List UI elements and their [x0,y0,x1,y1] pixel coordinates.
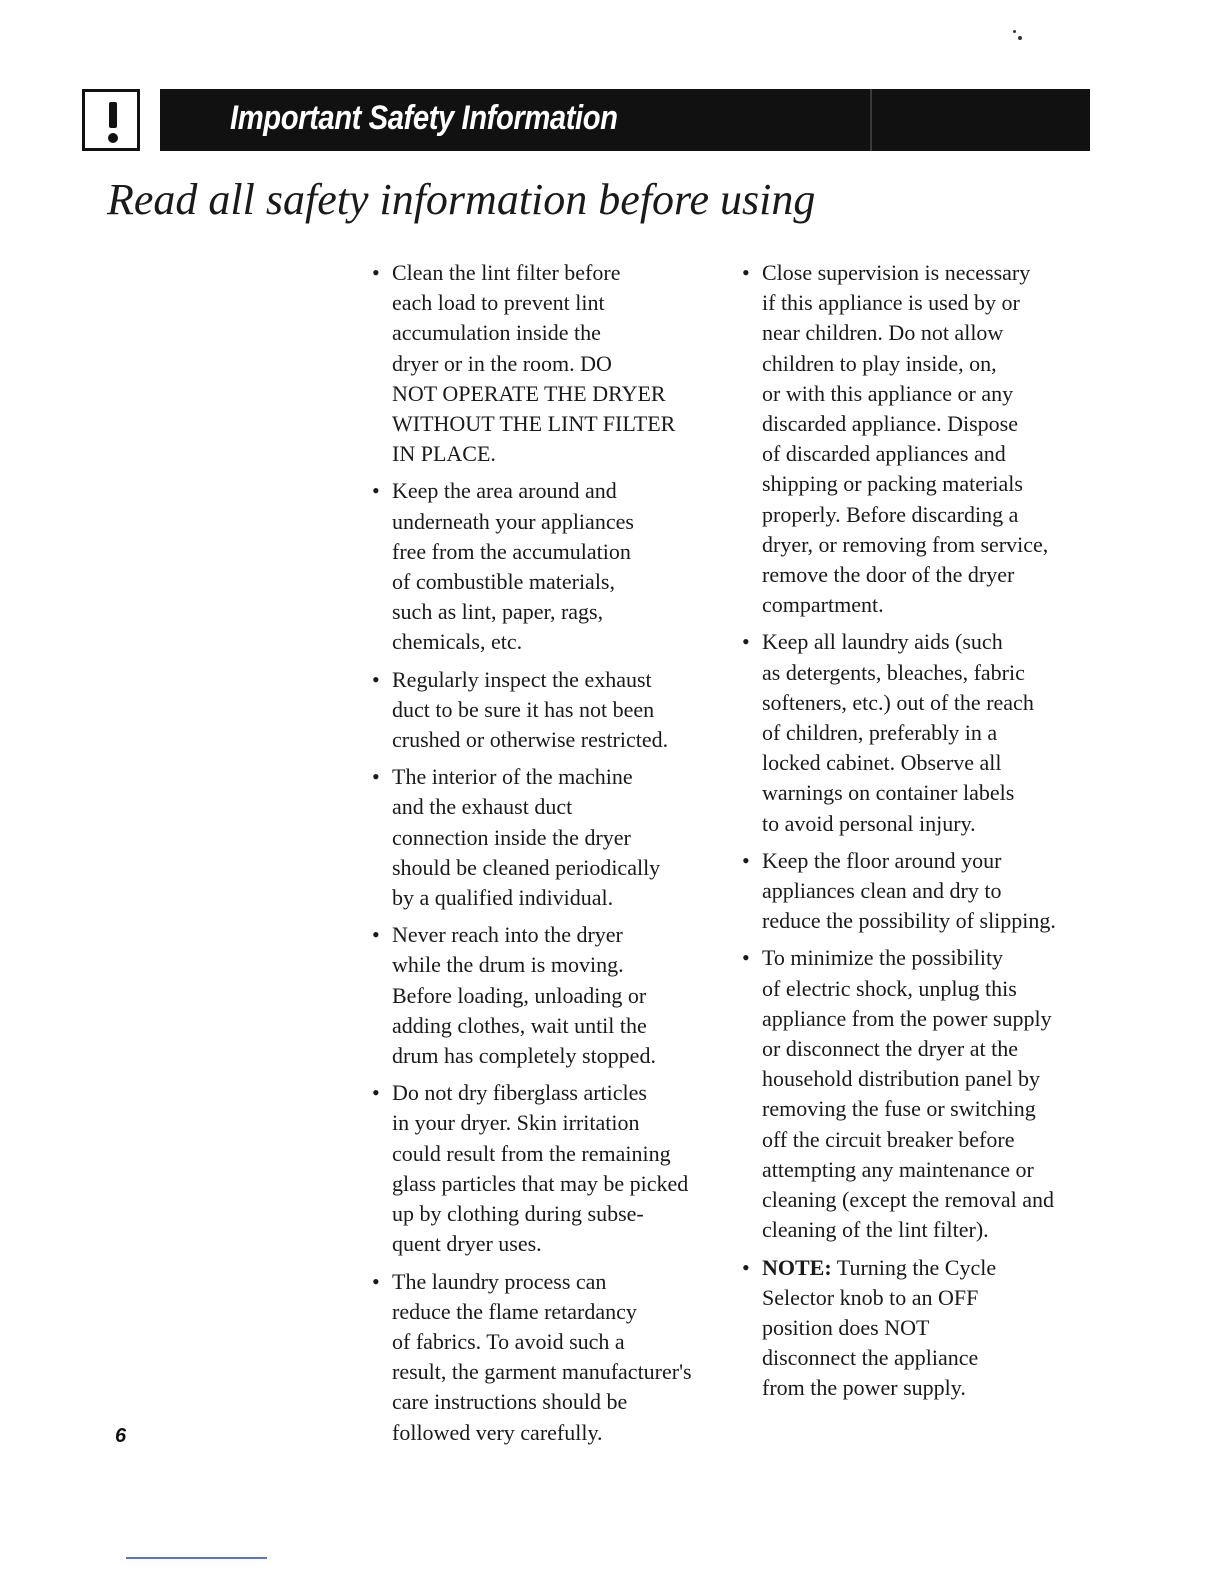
safety-item-line: accumulation inside the [392,320,601,346]
safety-item-line: removing the fuse or switching [762,1096,1036,1122]
safety-item-line: reduce the possibility of slipping. [762,908,1056,934]
safety-item-line: by a qualified individual. [392,885,614,911]
exclamation-bar [109,102,117,128]
bullet: • [742,1254,750,1280]
safety-item-line: of fabrics. To avoid such a [392,1328,625,1354]
bullet: • [742,260,750,285]
safety-item-line: near children. Do not allow [762,320,1004,346]
safety-item-line: each load to prevent lint [392,290,605,316]
safety-item-line: dryer or in the room. DO [392,350,612,376]
safety-item-line: The interior of the machine [392,764,633,790]
bullet: • [372,764,380,790]
safety-item-line: adding clothes, wait until the [392,1012,647,1038]
safety-item-line: shipping or packing materials [762,471,1023,497]
safety-item-line: connection inside the dryer [392,824,631,850]
safety-item-line: Close supervision is necessary [762,260,1031,285]
safety-item-line: and the exhaust duct [392,794,573,820]
safety-item [742,846,1096,937]
bullet: • [372,922,380,948]
safety-item-line: dryer, or removing from service, [762,531,1049,557]
safety-item-line: discarded appliance. Dispose [762,411,1018,437]
safety-item-line: while the drum is moving. [392,952,624,978]
page-subtitle: Read all safety information before using [107,175,816,224]
section-header [160,89,1090,151]
safety-item-line: Do not dry fiberglass articles [392,1080,647,1106]
safety-item-line: properly. Before discarding a [762,501,1019,527]
safety-item-line: should be cleaned periodically [392,854,661,880]
safety-item-line: as detergents, bleaches, fabric [762,659,1025,685]
safety-item-line: or with this appliance or any [762,380,1014,406]
safety-item-line: of combustible materials, [392,569,615,595]
safety-item-line: underneath your appliances [392,508,634,534]
safety-item [372,1078,722,1259]
page-number: 6 [115,1425,127,1447]
safety-item-line: To minimize the possibility [762,945,1004,971]
safety-item-line: Keep all laundry aids (such [762,629,1003,655]
safety-item [372,258,722,469]
safety-item-line: locked cabinet. Observe all [762,750,1002,776]
note-first-text: Turning the Cycle [831,1254,997,1280]
bullet: • [742,629,750,655]
safety-item-line: followed very carefully. [392,1419,603,1445]
safety-item [372,920,722,1071]
header-divider [870,89,872,151]
safety-item-line: The laundry process can [392,1268,607,1294]
safety-item-line: care instructions should be [392,1389,628,1415]
safety-item-line: Before loading, unloading or [392,982,647,1008]
safety-item-line: appliances clean and dry to [762,878,1002,904]
safety-item [742,943,1096,1245]
safety-item-line: off the circuit breaker before [762,1126,1015,1152]
safety-item-line: WITHOUT THE LINT FILTER [392,411,676,437]
safety-item-line: drum has completely stopped. [392,1043,656,1069]
safety-item-line: duct to be sure it has not been [392,696,655,722]
safety-item-line: in your dryer. Skin irritation [392,1110,640,1136]
bullet: • [372,1080,380,1106]
safety-item-line: glass particles that may be picked [392,1170,689,1196]
safety-item-line: result, the garment manufacturer's [392,1359,692,1385]
safety-item-line: NOT OPERATE THE DRYER [392,380,666,406]
safety-item-line: Keep the floor around your [762,847,1002,873]
safety-item-line: Keep the area around and [392,478,617,504]
safety-item [372,476,722,657]
scan-mark [126,1557,267,1559]
note-line: Selector knob to an OFF [762,1284,979,1310]
safety-item-line: appliance from the power supply [762,1005,1052,1031]
exclamation-dot [108,133,118,143]
note-label: NOTE: [762,1254,832,1280]
safety-item-line: could result from the remaining [392,1140,671,1166]
safety-item [742,627,1096,838]
safety-item-line: IN PLACE. [392,441,496,467]
safety-item-line: free from the accumulation [392,538,631,564]
safety-item-line: such as lint, paper, rags, [392,599,604,625]
note-first-line [762,1253,1096,1283]
safety-item [372,1267,722,1448]
safety-item [372,665,722,756]
safety-item-line: of discarded appliances and [762,441,1006,467]
bullet: • [372,666,380,692]
note-line: from the power supply. [762,1375,966,1401]
safety-item-line: Never reach into the dryer [392,922,623,948]
safety-item-line: remove the door of the dryer [762,562,1015,588]
note-line: position does NOT [762,1314,930,1340]
bullet: • [372,260,380,285]
bullet: • [372,1268,380,1294]
safety-item-line: if this appliance is used by or [762,290,1020,316]
bullet: • [372,478,380,504]
right-column [742,258,1096,1411]
safety-item-line: quent dryer uses. [392,1231,542,1257]
scan-speck [1013,30,1016,33]
safety-item-line: Clean the lint filter before [392,260,621,285]
note-item [742,1253,1096,1404]
safety-item-line: crushed or otherwise restricted. [392,727,669,753]
safety-item-line: cleaning of the lint filter). [762,1217,989,1243]
safety-item-line: children to play inside, on, [762,350,997,376]
safety-item-line: household distribution panel by [762,1066,1041,1092]
safety-item-line: chemicals, etc. [392,629,523,655]
safety-item-line: Regularly inspect the exhaust [392,666,652,692]
safety-item-line: reduce the flame retardancy [392,1298,637,1324]
scan-speck [1018,36,1022,40]
warning-icon [82,89,140,151]
safety-item-line: up by clothing during subse- [392,1201,644,1227]
note-line: disconnect the appliance [762,1345,979,1371]
safety-item-line: or disconnect the dryer at the [762,1036,1018,1062]
safety-item-line: warnings on container labels [762,780,1015,806]
safety-item-line: of electric shock, unplug this [762,975,1017,1001]
safety-item-line: attempting any maintenance or [762,1156,1034,1182]
safety-item [372,762,722,913]
bullet: • [742,847,750,873]
left-column [372,258,722,1455]
safety-item-line: of children, preferably in a [762,720,998,746]
safety-item-line: compartment. [762,592,884,618]
safety-item-line: cleaning (except the removal and [762,1187,1054,1213]
bullet: • [742,945,750,971]
section-title: Important Safety Information [230,99,618,137]
safety-item-line: to avoid personal injury. [762,810,976,836]
safety-item [742,258,1096,620]
safety-item-line: softeners, etc.) out of the reach [762,689,1034,715]
